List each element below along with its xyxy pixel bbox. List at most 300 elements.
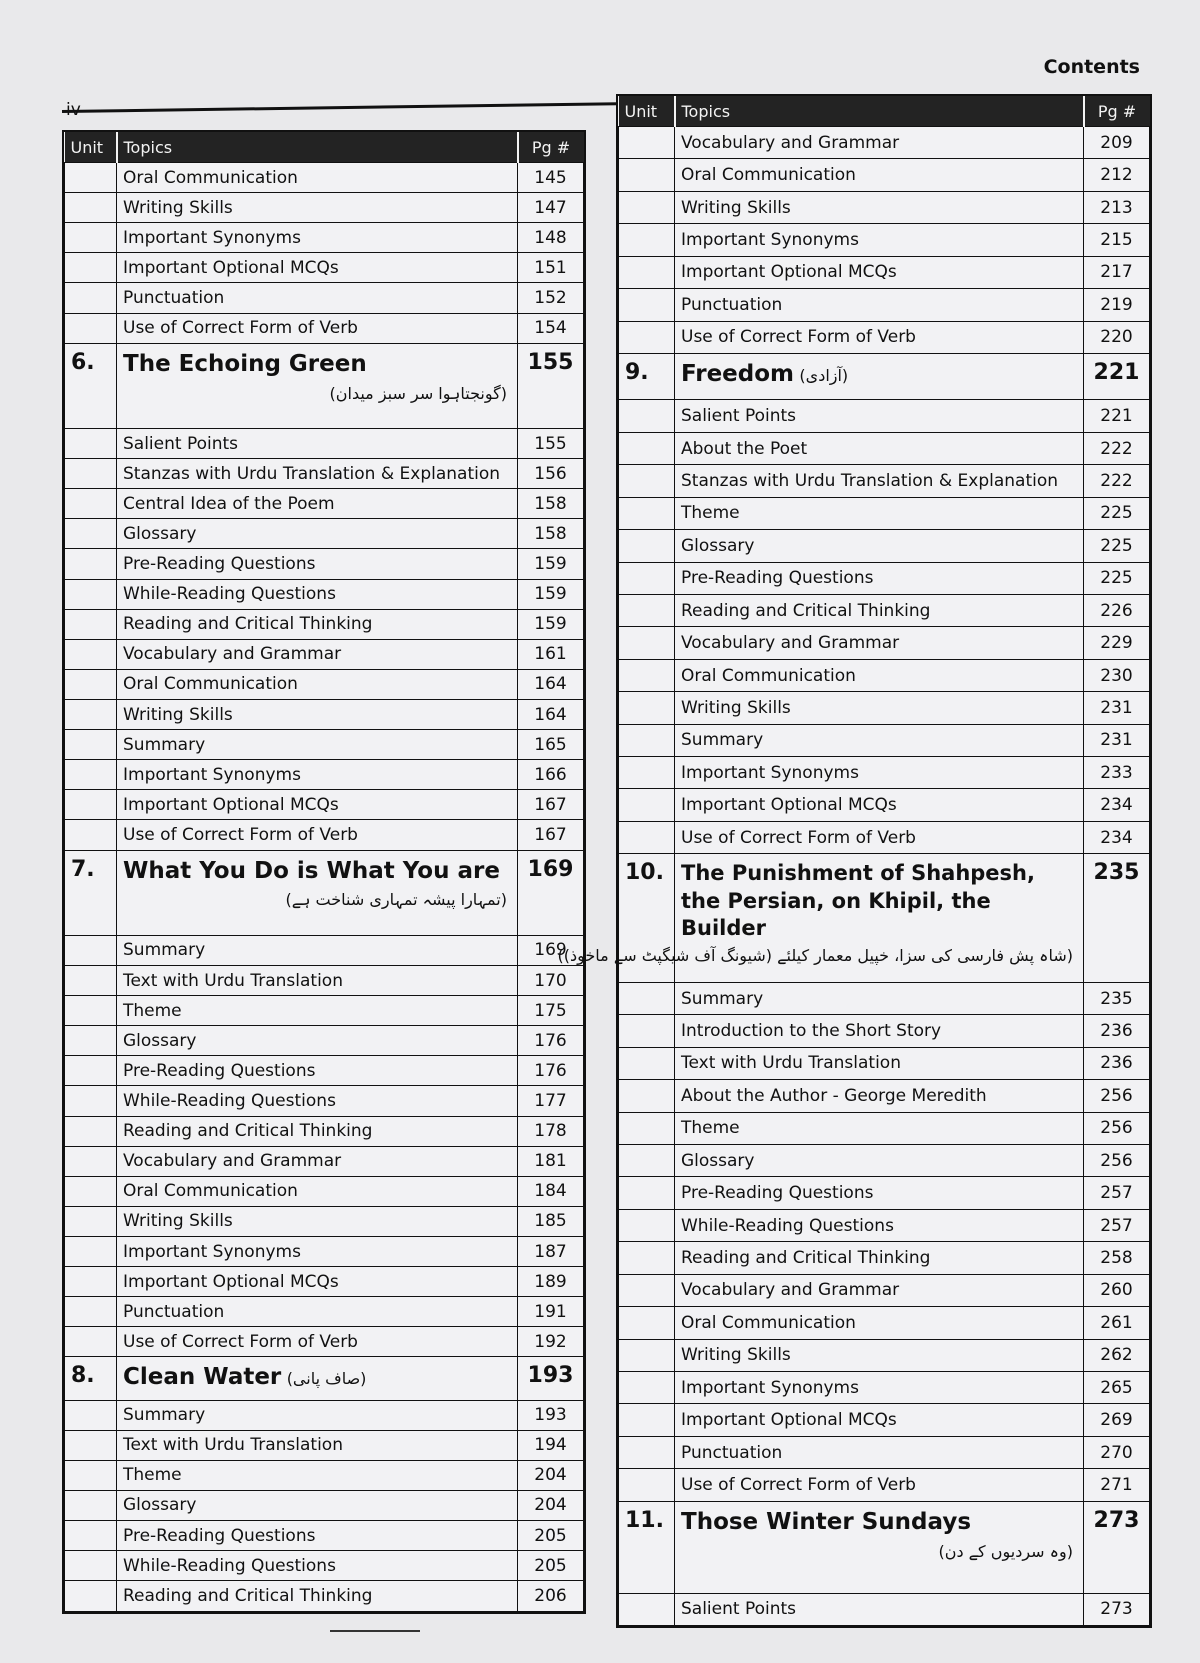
table-row: [619, 321, 1150, 353]
topic-cell: Reading and Critical Thinking: [675, 594, 1084, 626]
table-row: [65, 965, 584, 995]
topic-cell: Writing Skills: [117, 699, 518, 729]
table-row: [619, 659, 1150, 691]
page-header: Contents: [1043, 56, 1140, 78]
table-row: [65, 489, 584, 519]
unit-cell: [65, 1490, 117, 1520]
unit-title-urdu: (شاہ پش فارسی کی سزا، خپیل معمار کیلئے (شیونگ آف شیگپٹ سے ماخوذ)): [557, 946, 1073, 966]
topic-cell: Theme: [675, 497, 1084, 529]
topic-cell: Vocabulary and Grammar: [675, 1274, 1084, 1306]
page-number-cell: 231: [1084, 692, 1150, 724]
table-row: [65, 1460, 584, 1490]
unit-cell: [619, 1371, 675, 1403]
topic-cell: Glossary: [675, 1145, 1084, 1177]
topic-cell: Use of Correct Form of Verb: [675, 1469, 1084, 1501]
topic-cell: Use of Correct Form of Verb: [117, 820, 518, 850]
unit-cell: [619, 1015, 675, 1047]
page-number-cell: 256: [1084, 1112, 1150, 1144]
unit-cell: [65, 1581, 117, 1612]
table-row: [619, 627, 1150, 659]
unit-title-urdu: (صاف پانی): [286, 1369, 367, 1389]
unit-cell: [619, 757, 675, 789]
topic-cell: Use of Correct Form of Verb: [117, 1327, 518, 1357]
table-row: [619, 224, 1150, 256]
unit-title-urdu: (تمہارا پیشہ تمہاری شناخت ہے): [285, 890, 507, 910]
unit-title-cell: [117, 1357, 518, 1400]
unit-title-urdu: (گونجتاہوا سر سبز میدان): [329, 383, 507, 403]
table-row: [619, 1209, 1150, 1241]
table-row: [65, 1116, 584, 1146]
topic-cell: Summary: [675, 724, 1084, 756]
table-row: [65, 1146, 584, 1176]
page-number-cell: 234: [1084, 789, 1150, 821]
table-row: [65, 609, 584, 639]
page-number-cell: 169: [518, 935, 584, 965]
topic-cell: Summary: [117, 730, 518, 760]
page-number-cell: 155: [518, 343, 584, 428]
unit-cell: [619, 1469, 675, 1501]
page-number-cell: 258: [1084, 1242, 1150, 1274]
topic-cell: Writing Skills: [117, 193, 518, 223]
unit-cell: [65, 223, 117, 253]
unit-cell: [65, 459, 117, 489]
page-number-cell: 234: [1084, 821, 1150, 853]
page-number-cell: 176: [518, 1056, 584, 1086]
unit-title: Clean Water: [123, 1364, 282, 1391]
unit-title-urdu: (آزادی): [799, 365, 849, 385]
page-header-cell: Pg #: [1084, 96, 1150, 127]
table-header-row: [619, 96, 1150, 127]
unit-title: The Punishment of Shahpesh, the Persian, on Khipil, the Builder: [681, 861, 1035, 940]
table-row: [619, 789, 1150, 821]
unit-cell: [65, 1460, 117, 1490]
table-row: [65, 699, 584, 729]
table-row: [65, 1297, 584, 1327]
page-number-cell: 158: [518, 519, 584, 549]
unit-cell: [65, 1236, 117, 1266]
topic-cell: Important Optional MCQs: [675, 1404, 1084, 1436]
left-table-body: [65, 163, 584, 1612]
table-row: [65, 193, 584, 223]
table-row: [65, 1400, 584, 1430]
unit-cell: [65, 489, 117, 519]
table-row: [65, 639, 584, 669]
page-number-cell: 271: [1084, 1469, 1150, 1501]
page-number-cell: 176: [518, 1026, 584, 1056]
topic-cell: Text with Urdu Translation: [117, 965, 518, 995]
unit-cell: [65, 935, 117, 965]
page-number-cell: 178: [518, 1116, 584, 1146]
topic-cell: Important Synonyms: [117, 760, 518, 790]
unit-cell: [619, 1339, 675, 1371]
page-number-cell: 193: [518, 1357, 584, 1400]
left-contents-table: [62, 130, 586, 1614]
topic-cell: Pre-Reading Questions: [117, 1521, 518, 1551]
unit-cell: [619, 256, 675, 288]
unit-cell: [619, 1593, 675, 1625]
topic-cell: Glossary: [117, 519, 518, 549]
page-number-cell: 236: [1084, 1015, 1150, 1047]
unit-cell: [65, 1551, 117, 1581]
page-number-cell: 159: [518, 549, 584, 579]
topic-cell: Glossary: [117, 1490, 518, 1520]
table-row: [619, 724, 1150, 756]
unit-cell: [65, 1176, 117, 1206]
topic-cell: Writing Skills: [675, 1339, 1084, 1371]
unit-cell: [65, 965, 117, 995]
table-row: [65, 790, 584, 820]
unit-title: Freedom: [681, 360, 795, 387]
unit-title: Those Winter Sundays: [681, 1508, 972, 1535]
page-number-cell: 257: [1084, 1177, 1150, 1209]
unit-cell: [65, 1430, 117, 1460]
unit-cell: [65, 429, 117, 459]
unit-cell: [65, 283, 117, 313]
unit-cell: [619, 1436, 675, 1468]
unit-cell: [619, 1177, 675, 1209]
topic-cell: Punctuation: [675, 289, 1084, 321]
page-number-cell: 265: [1084, 1371, 1150, 1403]
table-row: [65, 1026, 584, 1056]
table-header-row: [65, 132, 584, 163]
topic-cell: Important Optional MCQs: [675, 256, 1084, 288]
page-number-cell: 220: [1084, 321, 1150, 353]
table-row: [619, 530, 1150, 562]
table-row: [65, 1206, 584, 1236]
page-number-cell: 229: [1084, 627, 1150, 659]
topic-cell: Stanzas with Urdu Translation & Explanation: [117, 459, 518, 489]
table-row: [619, 127, 1150, 159]
unit-cell: [65, 1086, 117, 1116]
page-header-cell: Pg #: [518, 132, 584, 163]
unit-cell: [65, 790, 117, 820]
topic-cell: Oral Communication: [675, 159, 1084, 191]
table-row: [619, 1047, 1150, 1079]
topic-cell: Oral Communication: [117, 669, 518, 699]
unit-cell: [619, 1404, 675, 1436]
topic-cell: Reading and Critical Thinking: [117, 1581, 518, 1612]
topic-cell: Important Optional MCQs: [117, 253, 518, 283]
topic-cell: Reading and Critical Thinking: [117, 1116, 518, 1146]
unit-cell: [65, 760, 117, 790]
topic-cell: Use of Correct Form of Verb: [675, 321, 1084, 353]
table-row: [65, 1176, 584, 1206]
unit-cell: [65, 519, 117, 549]
topic-cell: Important Synonyms: [117, 1236, 518, 1266]
topic-cell: Punctuation: [117, 283, 518, 313]
unit-title: What You Do is What You are: [123, 857, 500, 884]
topic-cell: Oral Communication: [675, 659, 1084, 691]
topic-cell: Oral Communication: [117, 1176, 518, 1206]
unit-cell: [619, 127, 675, 159]
page-number-cell: 219: [1084, 289, 1150, 321]
topic-cell: Salient Points: [117, 429, 518, 459]
unit-row: [65, 343, 584, 428]
table-row: [65, 579, 584, 609]
page-number-cell: 166: [518, 760, 584, 790]
topic-cell: Theme: [117, 996, 518, 1026]
page-number-cell: 273: [1084, 1593, 1150, 1625]
table-row: [619, 1593, 1150, 1625]
table-row: [619, 1339, 1150, 1371]
topic-cell: Summary: [117, 1400, 518, 1430]
topic-cell: Pre-Reading Questions: [117, 1056, 518, 1086]
topic-cell: Stanzas with Urdu Translation & Explanation: [675, 465, 1084, 497]
table-row: [65, 1086, 584, 1116]
unit-number: 10.: [619, 854, 675, 983]
unit-cell: [65, 1267, 117, 1297]
page-number-cell: 213: [1084, 191, 1150, 223]
topic-cell: While-Reading Questions: [117, 1551, 518, 1581]
page-number-cell: 152: [518, 283, 584, 313]
unit-cell: [65, 1400, 117, 1430]
page-number-cell: 217: [1084, 256, 1150, 288]
table-row: [65, 1267, 584, 1297]
page-number: iv: [66, 100, 81, 120]
unit-cell: [619, 821, 675, 853]
topic-cell: About the Author - George Meredith: [675, 1080, 1084, 1112]
table-row: [65, 669, 584, 699]
unit-header: Unit: [619, 96, 675, 127]
unit-title-cell: [675, 1501, 1084, 1593]
unit-cell: [65, 609, 117, 639]
page-number-cell: 235: [1084, 982, 1150, 1014]
page-number-cell: 236: [1084, 1047, 1150, 1079]
page-number-cell: 169: [518, 850, 584, 935]
table-row: [619, 594, 1150, 626]
page-number-cell: 256: [1084, 1080, 1150, 1112]
table-row: [619, 1436, 1150, 1468]
topic-cell: Vocabulary and Grammar: [117, 1146, 518, 1176]
unit-cell: [619, 497, 675, 529]
page-number-cell: 192: [518, 1327, 584, 1357]
topic-cell: Reading and Critical Thinking: [675, 1242, 1084, 1274]
unit-number: 7.: [65, 850, 117, 935]
unit-cell: [619, 321, 675, 353]
unit-cell: [619, 1307, 675, 1339]
unit-cell: [65, 1297, 117, 1327]
table-row: [619, 289, 1150, 321]
page-number-cell: 235: [1084, 854, 1150, 983]
topic-cell: Writing Skills: [675, 191, 1084, 223]
table-row: [619, 1274, 1150, 1306]
page-number-cell: 155: [518, 429, 584, 459]
page-number-cell: 204: [518, 1460, 584, 1490]
unit-row: [65, 1357, 584, 1400]
topic-cell: Important Synonyms: [675, 1371, 1084, 1403]
topic-cell: Important Synonyms: [675, 224, 1084, 256]
table-row: [619, 1112, 1150, 1144]
unit-cell: [65, 579, 117, 609]
unit-cell: [65, 1056, 117, 1086]
unit-cell: [65, 1026, 117, 1056]
page-number-cell: 175: [518, 996, 584, 1026]
unit-cell: [65, 1327, 117, 1357]
topic-cell: Vocabulary and Grammar: [117, 639, 518, 669]
topic-cell: Use of Correct Form of Verb: [117, 313, 518, 343]
page-number-cell: 230: [1084, 659, 1150, 691]
unit-cell: [619, 789, 675, 821]
table-row: [619, 1371, 1150, 1403]
unit-number: 11.: [619, 1501, 675, 1593]
table-row: [65, 820, 584, 850]
unit-cell: [619, 1080, 675, 1112]
topic-cell: Summary: [675, 982, 1084, 1014]
topic-cell: Salient Points: [675, 400, 1084, 432]
page-number-cell: 167: [518, 790, 584, 820]
table-row: [619, 757, 1150, 789]
topic-cell: Vocabulary and Grammar: [675, 627, 1084, 659]
page-number-cell: 222: [1084, 432, 1150, 464]
page-number-cell: 205: [518, 1551, 584, 1581]
page-number-cell: 158: [518, 489, 584, 519]
unit-row: [619, 1501, 1150, 1593]
unit-cell: [65, 996, 117, 1026]
table-row: [619, 562, 1150, 594]
topic-cell: Use of Correct Form of Verb: [675, 821, 1084, 853]
page-number-cell: 151: [518, 253, 584, 283]
unit-cell: [619, 1274, 675, 1306]
table-row: [619, 256, 1150, 288]
topic-cell: Reading and Critical Thinking: [117, 609, 518, 639]
footer-rule: [330, 1630, 420, 1632]
topic-cell: Introduction to the Short Story: [675, 1015, 1084, 1047]
table-row: [65, 253, 584, 283]
table-row: [619, 497, 1150, 529]
page-number-cell: 165: [518, 730, 584, 760]
unit-cell: [65, 163, 117, 193]
page-number-cell: 159: [518, 579, 584, 609]
topic-cell: While-Reading Questions: [675, 1209, 1084, 1241]
topic-cell: Important Optional MCQs: [675, 789, 1084, 821]
unit-cell: [619, 692, 675, 724]
page-number-cell: 233: [1084, 757, 1150, 789]
topic-cell: Writing Skills: [117, 1206, 518, 1236]
table-row: [619, 432, 1150, 464]
page-number-cell: 221: [1084, 353, 1150, 399]
page-number-cell: 145: [518, 163, 584, 193]
topic-cell: Important Synonyms: [675, 757, 1084, 789]
unit-cell: [65, 549, 117, 579]
table-row: [65, 935, 584, 965]
unit-row: [619, 854, 1150, 983]
table-row: [619, 1080, 1150, 1112]
table-row: [65, 519, 584, 549]
unit-cell: [65, 1206, 117, 1236]
page-number-cell: 215: [1084, 224, 1150, 256]
unit-cell: [619, 289, 675, 321]
topic-cell: Glossary: [675, 530, 1084, 562]
page-number-cell: 222: [1084, 465, 1150, 497]
table-row: [65, 1551, 584, 1581]
unit-cell: [619, 224, 675, 256]
unit-cell: [619, 1209, 675, 1241]
table-row: [65, 223, 584, 253]
page-number-cell: 161: [518, 639, 584, 669]
unit-cell: [65, 1146, 117, 1176]
page-number-cell: 167: [518, 820, 584, 850]
page-number-cell: 261: [1084, 1307, 1150, 1339]
table-row: [65, 996, 584, 1026]
page-number-cell: 209: [1084, 127, 1150, 159]
page-number-cell: 273: [1084, 1501, 1150, 1593]
page-number-cell: 189: [518, 1267, 584, 1297]
unit-cell: [619, 562, 675, 594]
topic-cell: Summary: [117, 935, 518, 965]
unit-header: Unit: [65, 132, 117, 163]
topic-cell: Pre-Reading Questions: [675, 1177, 1084, 1209]
page-number-cell: 170: [518, 965, 584, 995]
unit-cell: [619, 159, 675, 191]
page-number-cell: 206: [518, 1581, 584, 1612]
table-row: [65, 1236, 584, 1266]
unit-cell: [619, 1242, 675, 1274]
page-number-cell: 221: [1084, 400, 1150, 432]
unit-cell: [65, 313, 117, 343]
unit-cell: [619, 659, 675, 691]
unit-number: 6.: [65, 343, 117, 428]
topic-cell: Pre-Reading Questions: [675, 562, 1084, 594]
unit-cell: [619, 530, 675, 562]
topic-cell: Important Optional MCQs: [117, 790, 518, 820]
topic-cell: Glossary: [117, 1026, 518, 1056]
table-row: [619, 400, 1150, 432]
unit-row: [65, 850, 584, 935]
unit-cell: [619, 1047, 675, 1079]
table-row: [619, 1242, 1150, 1274]
table-row: [65, 730, 584, 760]
unit-cell: [619, 1145, 675, 1177]
table-row: [65, 760, 584, 790]
unit-cell: [619, 465, 675, 497]
topic-cell: Theme: [675, 1112, 1084, 1144]
table-row: [619, 821, 1150, 853]
page-number-cell: 159: [518, 609, 584, 639]
table-row: [619, 982, 1150, 1014]
topic-cell: Punctuation: [117, 1297, 518, 1327]
page-number-cell: 225: [1084, 497, 1150, 529]
unit-cell: [619, 1112, 675, 1144]
page-number-cell: 187: [518, 1236, 584, 1266]
unit-row: [619, 353, 1150, 399]
page-number-cell: 225: [1084, 562, 1150, 594]
unit-title-cell: [117, 850, 518, 935]
table-row: [65, 1327, 584, 1357]
right-contents-table: [557, 94, 1152, 1628]
table-row: [619, 1307, 1150, 1339]
page-number-cell: 191: [518, 1297, 584, 1327]
topic-cell: Text with Urdu Translation: [117, 1430, 518, 1460]
unit-title-cell: [117, 343, 518, 428]
unit-cell: [65, 669, 117, 699]
topic-cell: Vocabulary and Grammar: [675, 127, 1084, 159]
right-table-body: [557, 127, 1150, 1626]
table-row: [619, 1145, 1150, 1177]
table-row: [65, 1490, 584, 1520]
unit-cell: [619, 594, 675, 626]
unit-cell: [619, 982, 675, 1014]
unit-cell: [65, 820, 117, 850]
unit-cell: [65, 730, 117, 760]
page-number-cell: 148: [518, 223, 584, 253]
table-row: [65, 283, 584, 313]
page-number-cell: 177: [518, 1086, 584, 1116]
topic-cell: Pre-Reading Questions: [117, 549, 518, 579]
topic-cell: Writing Skills: [675, 692, 1084, 724]
page-number-cell: 225: [1084, 530, 1150, 562]
table-row: [65, 313, 584, 343]
table-row: [65, 1521, 584, 1551]
